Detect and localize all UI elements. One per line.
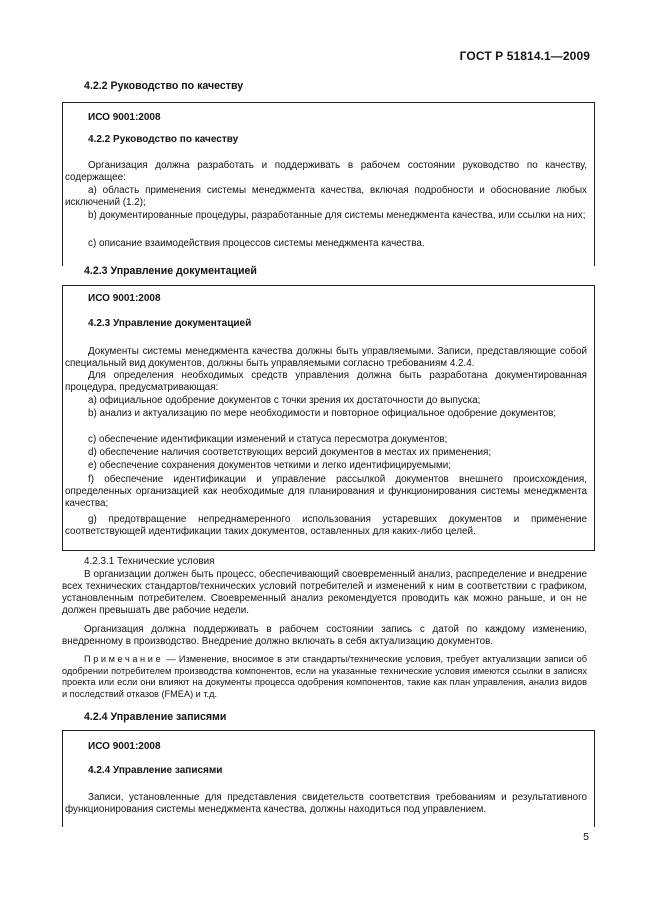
paragraph: Для определения необходимых средств управления должна быть разработана документированная процедура, предусматривающая: xyxy=(65,370,587,393)
paragraph: Организация должна поддерживать в рабочем состоянии запись с датой по каждому изменению, внедренному в производство. Внедрение должно включать в себя актуализацию документов. xyxy=(62,624,587,647)
paragraph: Документы системы менеджмента качества должны быть управляемыми. Записи, представляющие собой специальный вид документов, должны быть управляемыми согласно требованиям 4.2.4. xyxy=(65,346,587,369)
list-item-c: c) обеспечение идентификации изменений и статуса пересмотра документов; xyxy=(88,434,448,445)
section-heading-4-2-3: 4.2.3 Управление документацией xyxy=(84,265,257,277)
iso-reference: ИСО 9001:2008 xyxy=(88,293,161,304)
note xyxy=(62,654,587,700)
iso-reference: ИСО 9001:2008 xyxy=(88,112,161,123)
note-label: Примечание xyxy=(84,654,164,664)
list-item-f: f) обеспечение идентификации и управление рассылкой документов внешнего происхождения, определенных организацией как необходимые для планирования и функционирования системы менеджмента качества; xyxy=(65,474,587,509)
list-item-c: c) описание взаимодействия процессов системы менеджмента качества. xyxy=(88,238,425,249)
iso-reference: ИСО 9001:2008 xyxy=(88,741,161,752)
list-item-g: g) предотвращение непреднамеренного использования устаревших документов и применение соответствующей идентификации таких документов, оставленных для каких-либо целей. xyxy=(65,514,587,537)
paragraph: Организация должна разработать и поддерживать в рабочем состоянии руководство по качеству, содержащее: xyxy=(65,160,587,183)
paragraph: В организации должен быть процесс, обеспечивающий своевременный анализ, распределение и внедрение всех технических стандартов/технических условий потребителей и изменений к ним в соответствии с графиком, установленным потребителем. Своевременный анализ рекомендуется проводить как можно раньше, и он не должен превышать две рабочие недели. xyxy=(62,569,587,616)
list-item-b: b) анализ и актуализацию по мере необходимости и повторное официальное одобрение документов; xyxy=(88,408,557,419)
list-item-a: a) официальное одобрение документов с точки зрения их достаточности до выпуска; xyxy=(88,395,481,406)
box-subheading: 4.2.2 Руководство по качеству xyxy=(88,134,239,145)
box-subheading: 4.2.3 Управление документацией xyxy=(88,318,252,329)
page-number: 5 xyxy=(583,831,589,843)
paragraph: Записи, установленные для представления свидетельств соответствия требованиям и результативного функционирования системы менеджмента качества, должны находиться под управлением. xyxy=(65,792,587,815)
list-item-e: e) обеспечение сохранения документов четкими и легко идентифицируемыми; xyxy=(88,460,452,471)
section-heading-4-2-4: 4.2.4 Управление записями xyxy=(84,711,227,723)
subsection-heading-4-2-3-1: 4.2.3.1 Технические условия xyxy=(84,556,215,567)
section-heading-4-2-2: 4.2.2 Руководство по качеству xyxy=(84,80,244,92)
note-text: — Изменение, вносимое в эти стандарты/технические условия, требует актуализации записи об одобрении потребителем производства компонентов, если на указанные технические условия имеются ссылки в записях проекта или если они влияют на документы процесса одобрения компонентов, такие как план управления, анализ видов и последствий отказов (FMEA) и т.д. xyxy=(62,654,587,699)
list-item-d: d) обеспечение наличия соответствующих версий документов в местах их применения; xyxy=(88,447,492,458)
box-subheading: 4.2.4 Управление записями xyxy=(88,765,223,776)
document-code: ГОСТ Р 51814.1—2009 xyxy=(459,49,590,63)
list-item-b: b) документированные процедуры, разработанные для системы менеджмента качества, или ссылки на них; xyxy=(88,210,586,221)
list-item-a: a) область применения системы менеджмента качества, включая подробности и обоснование любых исключений (1.2); xyxy=(65,185,587,208)
